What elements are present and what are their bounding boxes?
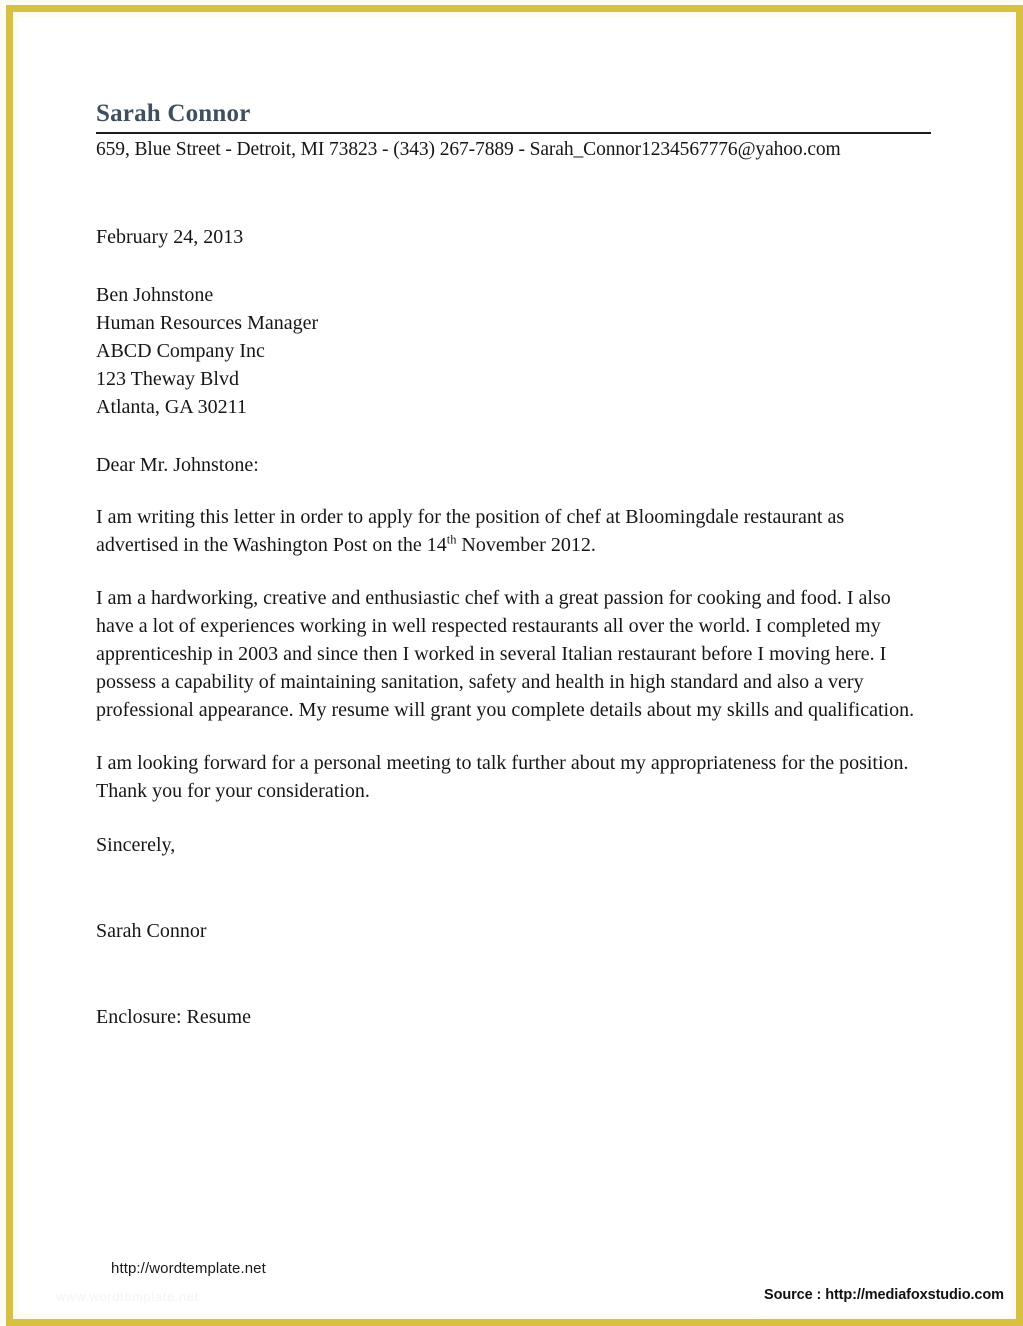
recipient-city-state-zip: Atlanta, GA 30211 xyxy=(96,395,247,418)
enclosure-line: Enclosure: Resume xyxy=(96,1005,251,1028)
document-page xyxy=(18,17,1011,1314)
body-paragraph-3: I am looking forward for a personal meeting to talk further about my appropriateness for the position. Thank you for your consideration. xyxy=(96,751,909,802)
recipient-address-block xyxy=(96,281,931,421)
body-paragraph-2: I am a hardworking, creative and enthusiastic chef with a great passion for cooking and food. I also have a lot of experiences working in well respected restaurants all over the world. I completed my apprenticeship in 2003 and since then I worked in several Italian restaurant before I moving here. I possess a capability of maintaining sanitation, safety and health in high standard and also a very professional appearance. My resume will grant you complete details about my skills and qualification. xyxy=(96,586,915,721)
signature-name: Sarah Connor xyxy=(96,919,207,942)
source-attribution-banner xyxy=(758,1274,1010,1316)
body-paragraph-1 xyxy=(96,503,931,559)
recipient-street: 123 Theway Blvd xyxy=(96,367,239,390)
watermark-ghost-text: www.wordtemplate.net xyxy=(56,1289,199,1304)
body-paragraph-1-text-b: November 2012. xyxy=(456,533,596,556)
letter-date: February 24, 2013 xyxy=(96,225,244,248)
salutation: Dear Mr. Johnstone: xyxy=(96,453,259,476)
template-source-url[interactable]: http://wordtemplate.net xyxy=(111,1260,266,1277)
recipient-title: Human Resources Manager xyxy=(96,311,319,334)
page-title: Sarah Connor xyxy=(96,100,251,127)
contact-info-line: 659, Blue Street - Detroit, MI 73823 - (343) 267-7889 - Sarah_Connor1234567776@yahoo.com xyxy=(96,139,841,161)
body-paragraph-1-text-a: I am writing this letter in order to apply for the position of chef at Bloomingdale restaurant as advertised in the Washington Post on the 14 xyxy=(96,505,845,556)
closing-line: Sincerely, xyxy=(96,833,176,856)
header-divider xyxy=(96,132,931,134)
source-attribution-label: Source : http://mediafoxstudio.com xyxy=(764,1287,1004,1303)
recipient-name: Ben Johnstone xyxy=(96,283,214,306)
recipient-company: ABCD Company Inc xyxy=(96,339,265,362)
ordinal-suffix: th xyxy=(446,531,457,546)
letter-body xyxy=(96,101,931,1030)
